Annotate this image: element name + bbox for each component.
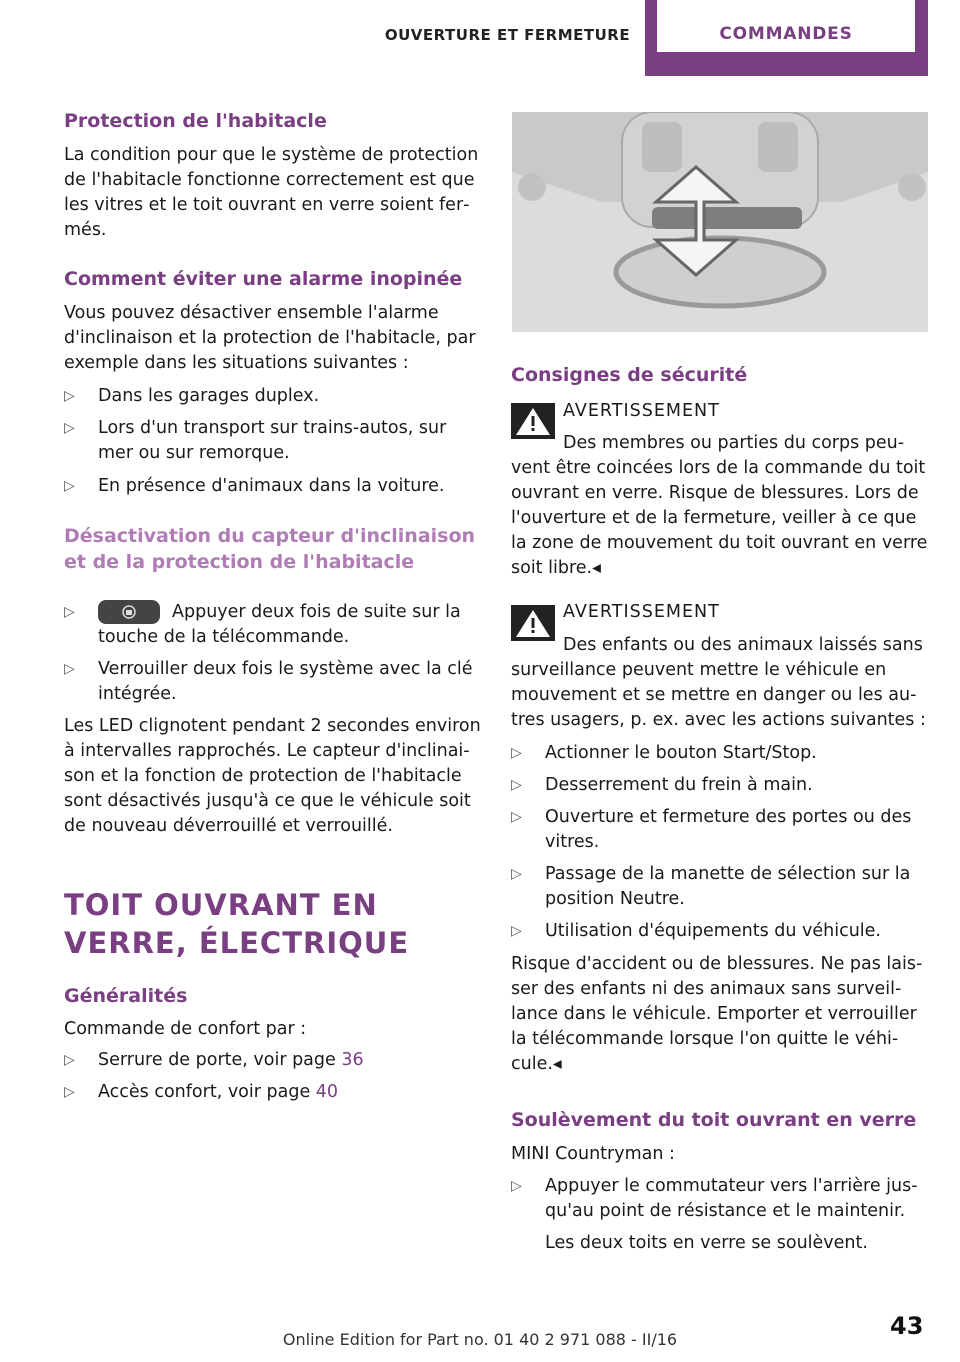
page-link[interactable]: 36 [341, 1050, 364, 1070]
bullet-triangle-icon: ▷ [64, 661, 75, 677]
warning-icon [511, 605, 555, 641]
list-item [511, 741, 929, 766]
warning-icon [511, 403, 555, 439]
footer-edition: Online Edition for Part no. 01 40 2 971 088 - II/16 [282, 1330, 678, 1349]
list-item [511, 773, 929, 798]
list-item-text: Ouverture et fermeture des portes ou des vitres. [545, 807, 912, 852]
list-item [511, 919, 929, 944]
bullet-triangle-icon: ▷ [64, 604, 75, 620]
list-item-text: Serrure de porte, voir page [98, 1050, 336, 1070]
warning-text: vent être coincées lors de la commande du toit ouvrant en verre. Risque de blessures. Lors de l'ouverture et de la fermeture, veiller à ce que la zone de mouvement du toit ouvrant en verre soit libre.◂ [511, 458, 928, 578]
list-item [64, 1080, 484, 1105]
paragraph-led: Les LED clignotent pendant 2 secondes environ à intervalles rapprochés. Le capteur d'inclinai‐son et la fonction de protection de l'habitacle sont désactivés jusqu'à ce que le véhicule soit de nouveau déverrouillé et verrouillé. [64, 716, 481, 836]
heading-consignes: Consignes de sécurité [511, 364, 748, 386]
warning-text-first: Des membres ou parties du corps peu‐ [563, 433, 905, 453]
paragraph-eviter: Vous pouvez désactiver ensemble l'alarme d'inclinaison et la protection de l'habitacle, par exemple dans les situations suivantes : [64, 303, 476, 373]
list-item [64, 474, 484, 499]
list-item-text: Desserrement du frein à main. [545, 775, 813, 795]
list-item [64, 416, 484, 466]
heading-protection: Protection de l'habitacle [64, 110, 327, 132]
roof-control-photo [512, 112, 928, 332]
list-item-text: Appuyer deux fois de suite sur la touche de la télécommande. [98, 602, 461, 647]
bullet-triangle-icon: ▷ [64, 420, 75, 436]
heading-desactivation: Désactivation du capteur d'inclinaison et de la protection de l'habitacle [64, 525, 476, 573]
warning-text: surveillance peuvent mettre le véhicule en mouvement et se mettre en danger ou les au‐tres usagers, p. ex. avec les actions suivantes : [511, 660, 926, 730]
warning-label: AVERTISSEMENT [563, 602, 720, 622]
list-item-text: Utilisation d'équipements du véhicule. [545, 921, 881, 941]
bullet-triangle-icon: ▷ [511, 777, 522, 793]
bullet-triangle-icon: ▷ [64, 388, 75, 404]
list-item [511, 1174, 929, 1224]
bullet-triangle-icon: ▷ [511, 745, 522, 761]
list-item-text: Verrouiller deux fois le système avec la clé intégrée. [98, 659, 473, 704]
paragraph-mini: MINI Countryman : [511, 1144, 675, 1164]
paragraph-deux-toits: Les deux toits en verre se soulèvent. [545, 1233, 868, 1253]
paragraph-commande: Commande de confort par : [64, 1019, 307, 1039]
list-item-text: Actionner le bouton Start/Stop. [545, 743, 817, 763]
heading-eviter: Comment éviter une alarme inopinée [64, 268, 463, 290]
bullet-triangle-icon: ▷ [64, 478, 75, 494]
bullet-triangle-icon: ▷ [511, 866, 522, 882]
section-title: OUVERTURE ET FERMETURE [384, 26, 631, 44]
page-number: 43 [890, 1312, 924, 1340]
bullet-triangle-icon: ▷ [511, 809, 522, 825]
heading-generalites: Généralités [64, 985, 188, 1007]
list-item [511, 862, 929, 912]
chapter-tab-label: COMMANDES [657, 0, 915, 52]
list-item-text: Lors d'un transport sur trains-autos, sur mer ou sur remorque. [98, 418, 447, 463]
bullet-triangle-icon: ▷ [511, 1178, 522, 1194]
list-item [511, 805, 929, 855]
bullet-triangle-icon: ▷ [64, 1052, 75, 1068]
bullet-triangle-icon: ▷ [64, 1084, 75, 1100]
list-item-text: Appuyer le commutateur vers l'arrière jus‐qu'au point de résistance et le maintenir. [545, 1176, 918, 1221]
bullet-triangle-icon: ▷ [511, 923, 522, 939]
list-item-text: Dans les garages duplex. [98, 386, 320, 406]
list-item-text: Accès confort, voir page [98, 1082, 311, 1102]
chapter-tab [645, 0, 928, 76]
list-item-text: En présence d'animaux dans la voiture. [98, 476, 445, 496]
list-item [64, 657, 484, 707]
warning-label: AVERTISSEMENT [563, 401, 720, 421]
heading-soulevement: Soulèvement du toit ouvrant en verre [511, 1109, 917, 1131]
list-item-text: Passage de la manette de sélection sur la position Neutre. [545, 864, 911, 909]
paragraph-risque: Risque d'accident ou de blessures. Ne pas lais‐ser des enfants ni des animaux sans surveil‐lance dans le véhicule. Emporter et verrouiller la télécommande lorsque l'on quitte le véhi‐cule.◂ [511, 954, 923, 1074]
chapter-heading-toit: TOIT OUVRANT EN VERRE, ÉLECTRIQUE [64, 888, 410, 960]
list-item [64, 384, 484, 409]
page-link[interactable]: 40 [315, 1082, 339, 1102]
warning-text-first: Des enfants ou des animaux laissés sans [563, 635, 923, 655]
list-item [64, 600, 484, 650]
paragraph-protection: La condition pour que le système de protection de l'habitacle fonctionne correctement est que les vitres et le toit ouvrant en verre soient fer‐més. [64, 145, 479, 240]
list-item [64, 1048, 484, 1073]
